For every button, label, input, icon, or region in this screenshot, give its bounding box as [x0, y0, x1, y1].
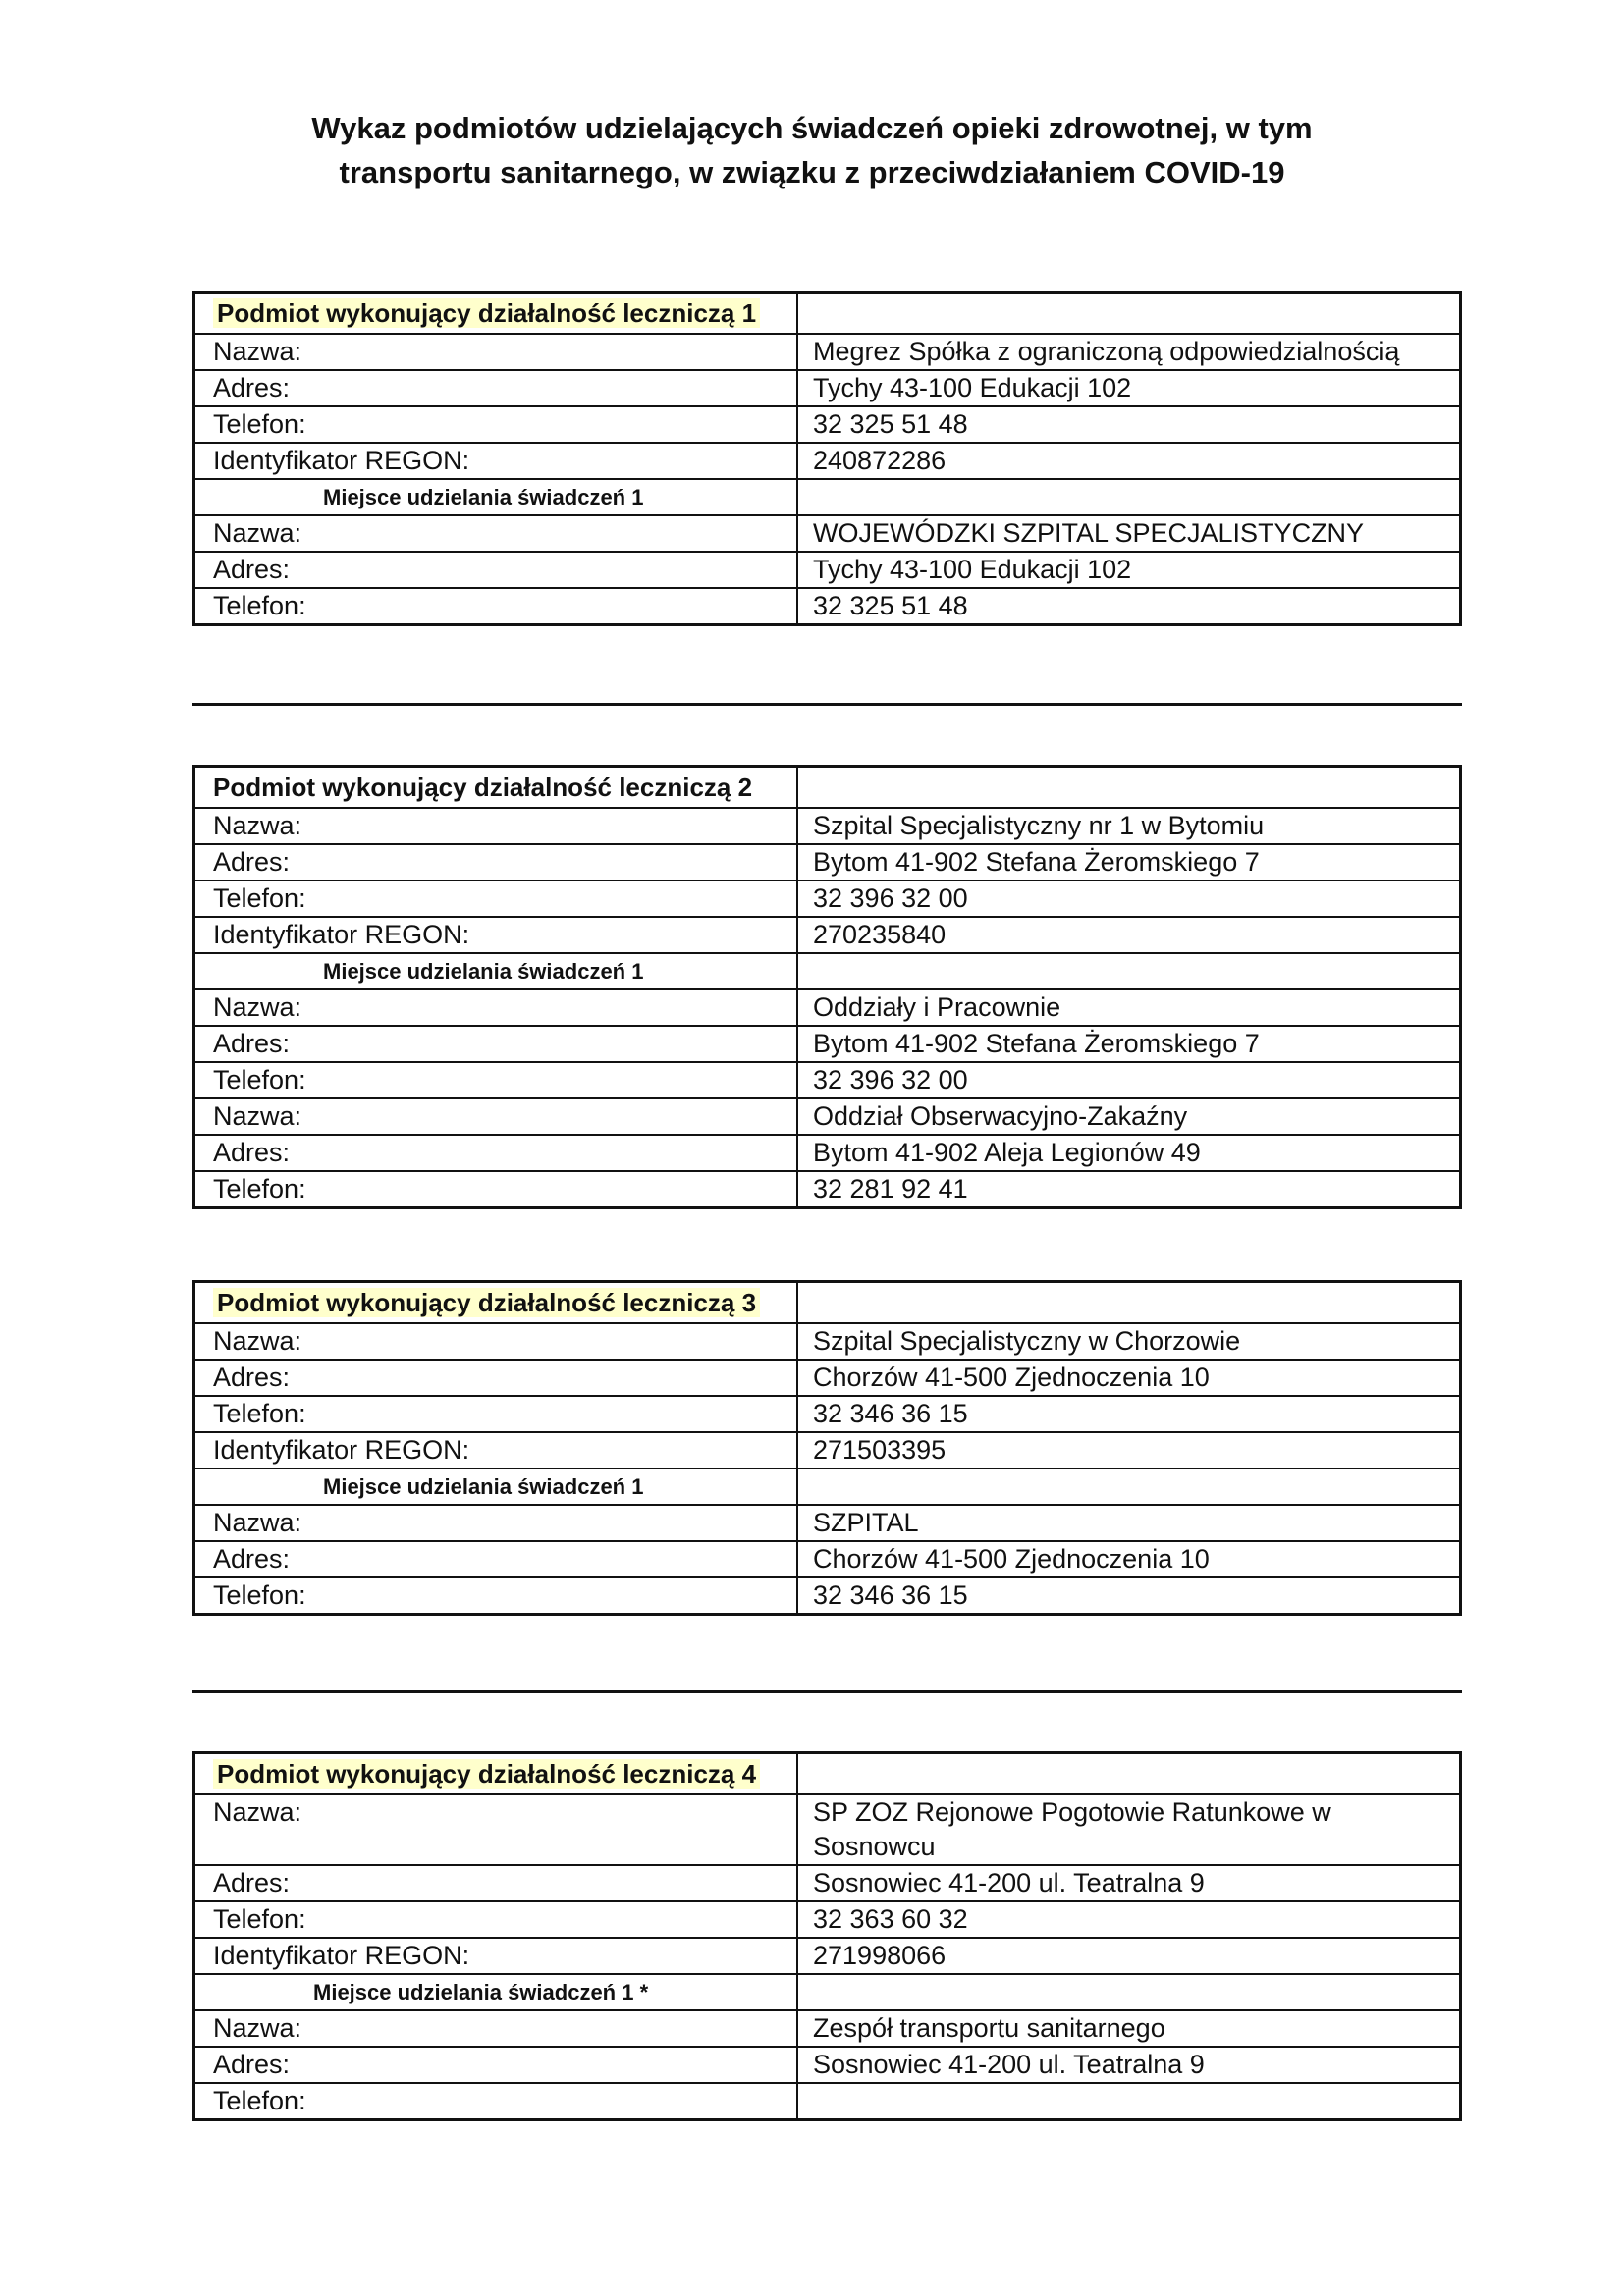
field-row: [194, 1323, 1461, 1360]
field-row: [194, 370, 1461, 406]
location-label: Telefon:: [194, 1171, 798, 1208]
field-value: Szpital Specjalistyczny w Chorzowie: [797, 1323, 1461, 1360]
location-header-row: [194, 1468, 1461, 1505]
section-divider: [192, 1690, 1462, 1693]
location-value: 32 346 36 15: [797, 1577, 1461, 1615]
empty-cell: [797, 953, 1461, 989]
location-row: [194, 1171, 1461, 1208]
empty-cell: [797, 1974, 1461, 2010]
location-label: Nazwa:: [194, 989, 798, 1026]
field-row: [194, 844, 1461, 881]
field-label: Adres:: [194, 1360, 798, 1396]
field-label: Adres:: [194, 1865, 798, 1901]
location-value: 32 325 51 48: [797, 588, 1461, 625]
field-row: [194, 1865, 1461, 1901]
entity-header: Podmiot wykonujący działalność leczniczą 4: [213, 1759, 760, 1789]
location-label: Adres:: [194, 1026, 798, 1062]
field-row: [194, 443, 1461, 479]
entity-header-row: [194, 767, 1461, 809]
location-value: Oddział Obserwacyjno-Zakaźny: [797, 1098, 1461, 1135]
location-row: [194, 1577, 1461, 1615]
field-value: Tychy 43-100 Edukacji 102: [797, 370, 1461, 406]
location-value: 32 396 32 00: [797, 1062, 1461, 1098]
location-row: [194, 1098, 1461, 1135]
location-row: [194, 552, 1461, 588]
field-label: Telefon:: [194, 881, 798, 917]
location-header-row: [194, 479, 1461, 515]
field-value: Szpital Specjalistyczny nr 1 w Bytomiu: [797, 808, 1461, 844]
field-label: Telefon:: [194, 406, 798, 443]
field-value: 32 325 51 48: [797, 406, 1461, 443]
title-line-2: transportu sanitarnego, w związku z przeciwdziałaniem COVID-19: [339, 155, 1285, 189]
location-value: Bytom 41-902 Aleja Legionów 49: [797, 1135, 1461, 1171]
location-row: [194, 1062, 1461, 1098]
location-label: Adres:: [194, 1541, 798, 1577]
location-header: Miejsce udzielania świadczeń 1: [194, 953, 798, 989]
location-label: Telefon:: [194, 1062, 798, 1098]
location-value: WOJEWÓDZKI SZPITAL SPECJALISTYCZNY: [797, 515, 1461, 552]
entity-table-3: [192, 1280, 1462, 1616]
location-value: SZPITAL: [797, 1505, 1461, 1541]
section-divider: [192, 703, 1462, 706]
field-label: Adres:: [194, 370, 798, 406]
field-value: 32 346 36 15: [797, 1396, 1461, 1432]
field-value: 32 363 60 32: [797, 1901, 1461, 1938]
field-row: [194, 334, 1461, 370]
location-header: Miejsce udzielania świadczeń 1: [194, 479, 798, 515]
location-value: Bytom 41-902 Stefana Żeromskiego 7: [797, 1026, 1461, 1062]
field-row: [194, 406, 1461, 443]
entity-header: Podmiot wykonujący działalność leczniczą 2: [194, 767, 798, 809]
location-value: [797, 2083, 1461, 2120]
field-label: Adres:: [194, 844, 798, 881]
page-title: [0, 106, 1624, 194]
location-row: [194, 1541, 1461, 1577]
location-header: Miejsce udzielania świadczeń 1 *: [194, 1974, 798, 2010]
field-value: 240872286: [797, 443, 1461, 479]
location-label: Adres:: [194, 552, 798, 588]
entity-table-4: [192, 1751, 1462, 2121]
empty-cell: [797, 1282, 1461, 1324]
field-label: Nazwa:: [194, 1323, 798, 1360]
location-label: Nazwa:: [194, 1098, 798, 1135]
field-row: [194, 881, 1461, 917]
field-label: Nazwa:: [194, 334, 798, 370]
location-value: Tychy 43-100 Edukacji 102: [797, 552, 1461, 588]
location-value: Oddziały i Pracownie: [797, 989, 1461, 1026]
field-row: [194, 1938, 1461, 1974]
field-row: [194, 1432, 1461, 1468]
location-row: [194, 588, 1461, 625]
location-value: 32 281 92 41: [797, 1171, 1461, 1208]
location-row: [194, 989, 1461, 1026]
location-row: [194, 2083, 1461, 2120]
title-line-1: Wykaz podmiotów udzielających świadczeń opieki zdrowotnej, w tym: [311, 111, 1313, 145]
field-value: Chorzów 41-500 Zjednoczenia 10: [797, 1360, 1461, 1396]
location-label: Adres:: [194, 1135, 798, 1171]
location-label: Nazwa:: [194, 1505, 798, 1541]
location-row: [194, 1505, 1461, 1541]
field-label: Telefon:: [194, 1901, 798, 1938]
location-label: Adres:: [194, 2047, 798, 2083]
location-row: [194, 2010, 1461, 2047]
field-row: [194, 917, 1461, 953]
field-label: Telefon:: [194, 1396, 798, 1432]
location-header-row: [194, 1974, 1461, 2010]
entity-header-cell: [194, 1753, 798, 1795]
field-value: SP ZOZ Rejonowe Pogotowie Ratunkowe w Sosnowcu: [797, 1794, 1461, 1865]
location-row: [194, 2047, 1461, 2083]
location-label: Telefon:: [194, 588, 798, 625]
entity-header: Podmiot wykonujący działalność leczniczą 3: [213, 1288, 760, 1317]
location-label: Nazwa:: [194, 2010, 798, 2047]
location-label: Telefon:: [194, 1577, 798, 1615]
field-label: Identyfikator REGON:: [194, 1432, 798, 1468]
field-row: [194, 1396, 1461, 1432]
location-label: Nazwa:: [194, 515, 798, 552]
field-value: Megrez Spółka z ograniczoną odpowiedzialnością: [797, 334, 1461, 370]
field-value: 270235840: [797, 917, 1461, 953]
field-value: 271998066: [797, 1938, 1461, 1974]
field-value: 32 396 32 00: [797, 881, 1461, 917]
field-row: [194, 808, 1461, 844]
field-row: [194, 1794, 1461, 1865]
empty-cell: [797, 479, 1461, 515]
location-row: [194, 1026, 1461, 1062]
field-label: Nazwa:: [194, 808, 798, 844]
location-header-row: [194, 953, 1461, 989]
empty-cell: [797, 1468, 1461, 1505]
location-row: [194, 515, 1461, 552]
field-row: [194, 1360, 1461, 1396]
entity-header-row: [194, 1753, 1461, 1795]
location-label: Telefon:: [194, 2083, 798, 2120]
entity-header-cell: [194, 293, 798, 335]
location-header: Miejsce udzielania świadczeń 1: [194, 1468, 798, 1505]
field-label: Identyfikator REGON:: [194, 917, 798, 953]
location-value: Sosnowiec 41-200 ul. Teatralna 9: [797, 2047, 1461, 2083]
empty-cell: [797, 767, 1461, 809]
location-value: Zespół transportu sanitarnego: [797, 2010, 1461, 2047]
entity-table-2: [192, 765, 1462, 1209]
field-row: [194, 1901, 1461, 1938]
entity-header-cell: [194, 1282, 798, 1324]
entity-header-row: [194, 1282, 1461, 1324]
field-value: Sosnowiec 41-200 ul. Teatralna 9: [797, 1865, 1461, 1901]
field-value: 271503395: [797, 1432, 1461, 1468]
entity-table-1: [192, 291, 1462, 626]
empty-cell: [797, 1753, 1461, 1795]
location-row: [194, 1135, 1461, 1171]
field-label: Identyfikator REGON:: [194, 443, 798, 479]
empty-cell: [797, 293, 1461, 335]
field-label: Identyfikator REGON:: [194, 1938, 798, 1974]
entity-header-row: [194, 293, 1461, 335]
field-value: Bytom 41-902 Stefana Żeromskiego 7: [797, 844, 1461, 881]
entity-header: Podmiot wykonujący działalność leczniczą 1: [213, 298, 760, 328]
field-label: Nazwa:: [194, 1794, 798, 1865]
location-value: Chorzów 41-500 Zjednoczenia 10: [797, 1541, 1461, 1577]
